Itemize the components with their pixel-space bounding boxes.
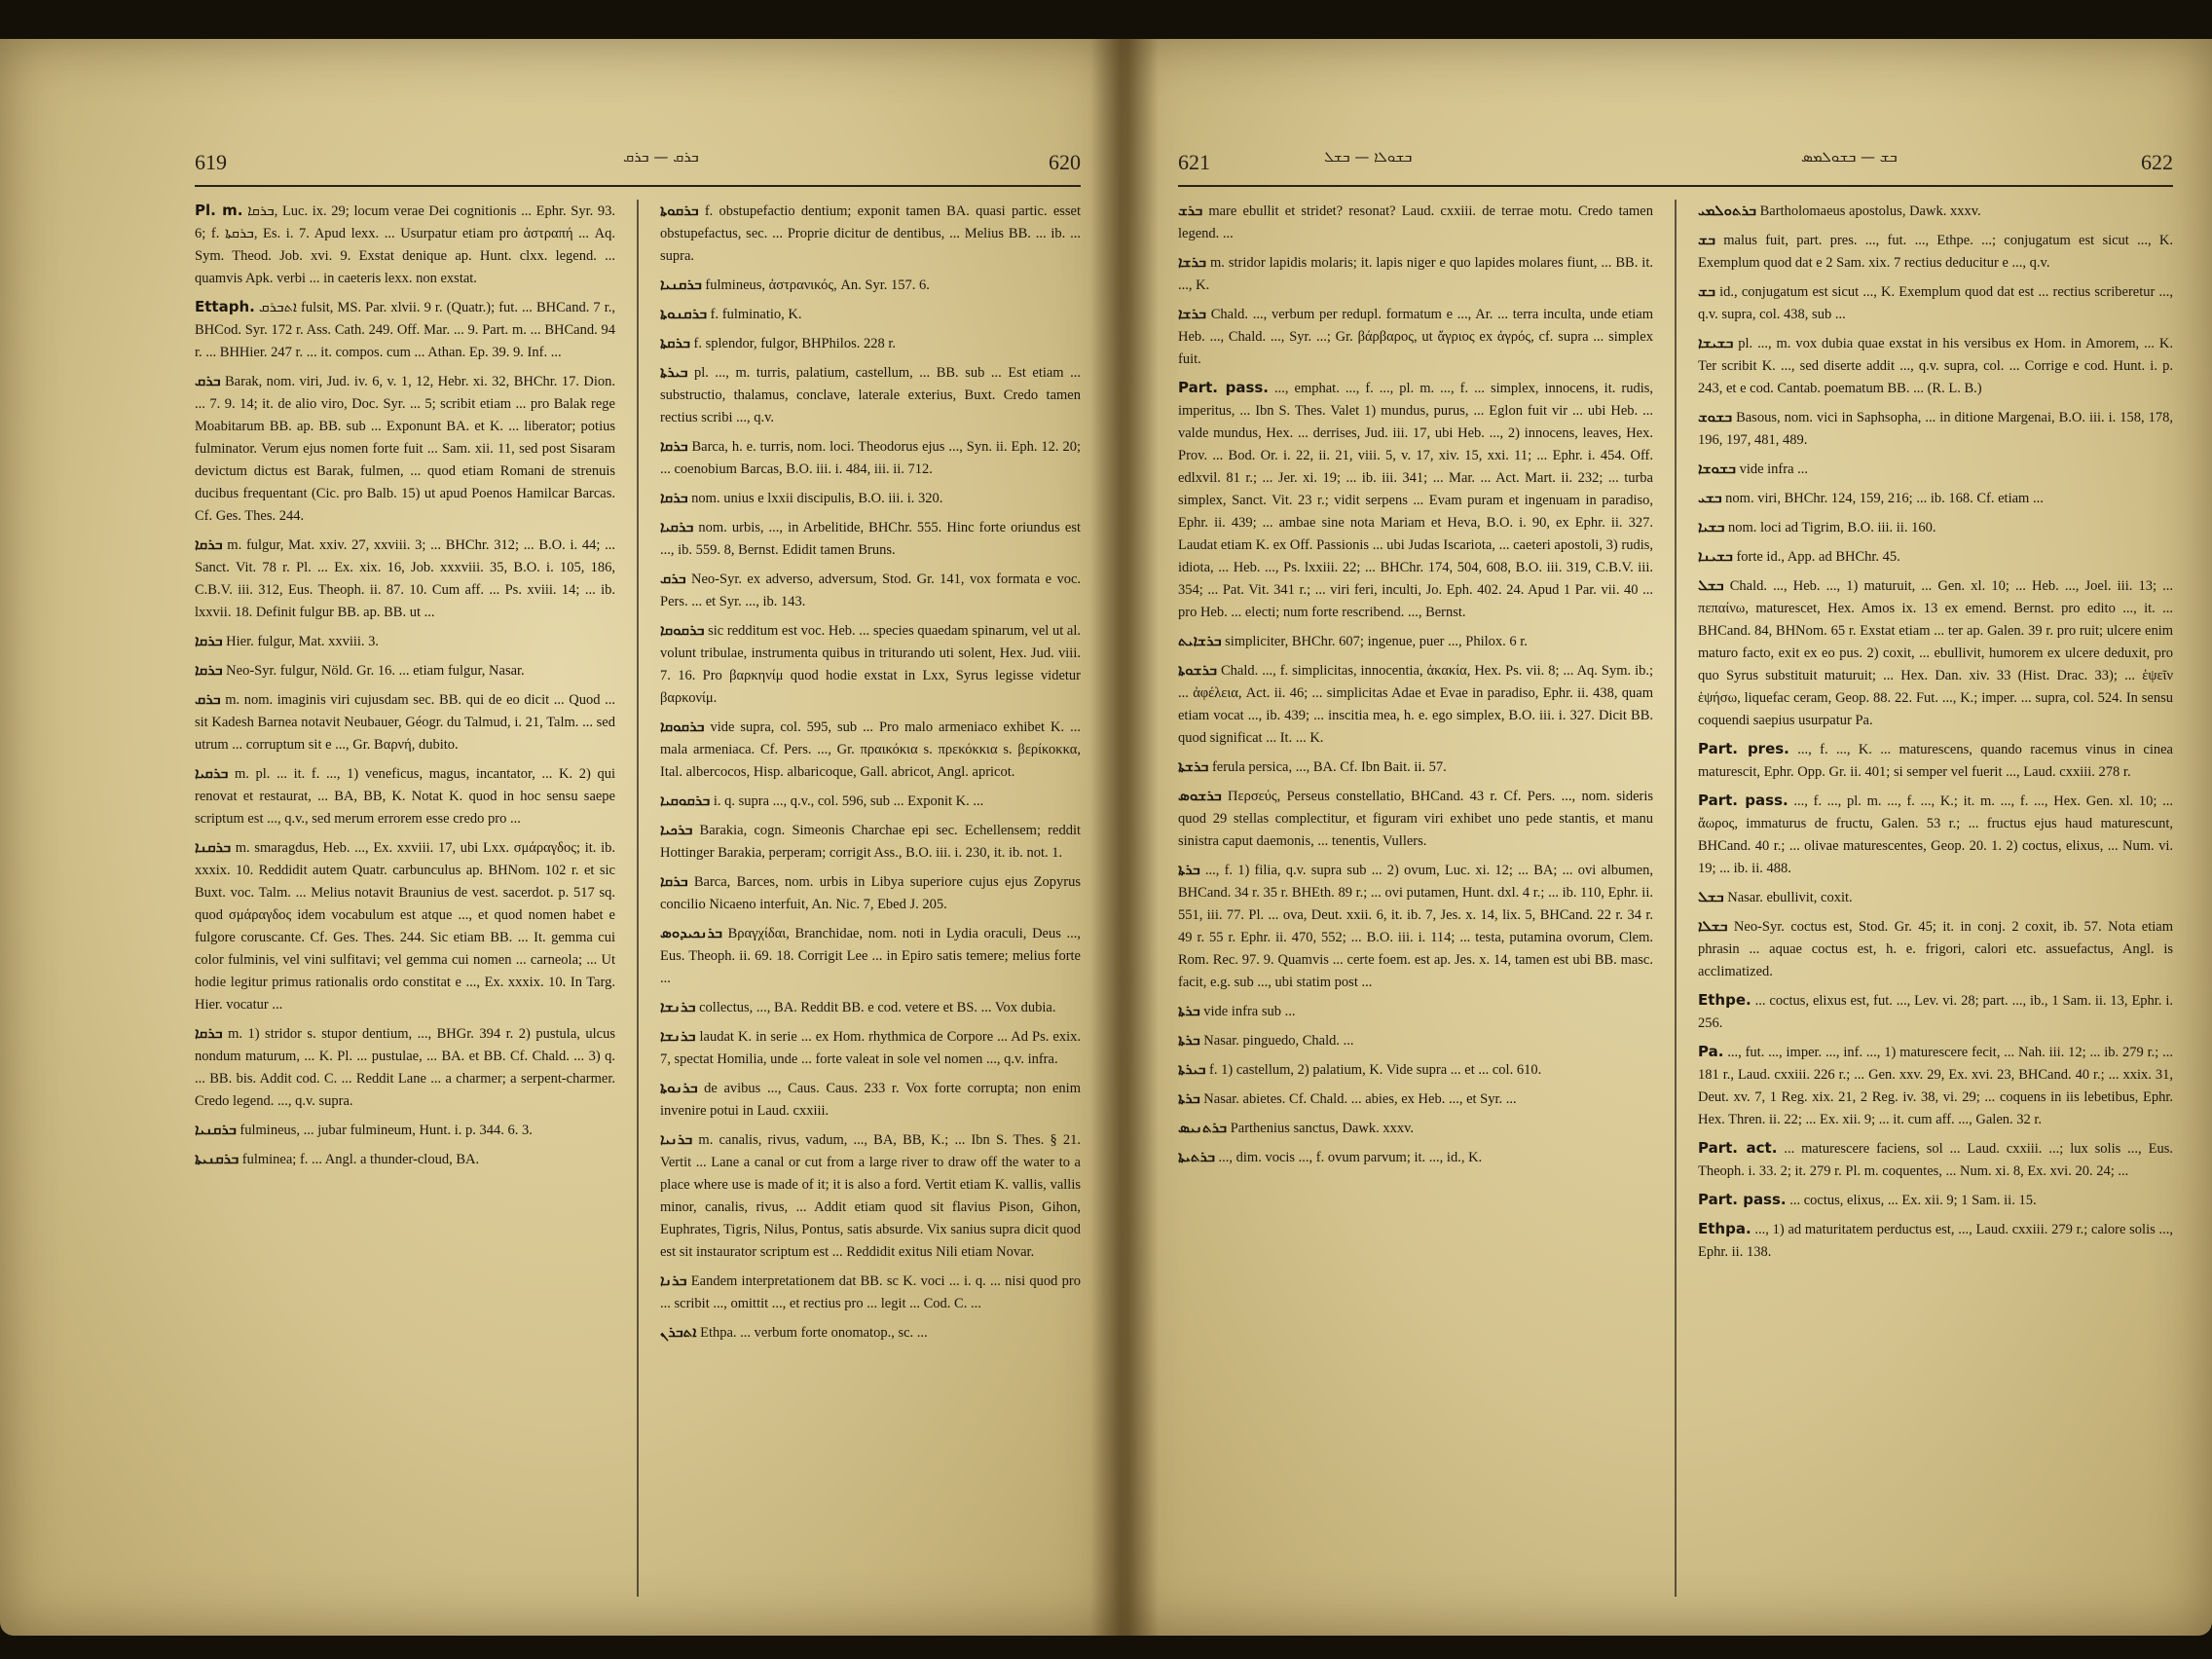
entry-text: de avibus ..., Caus. Caus. 233 r. Vox forte corrupta; non enim invenire potui in Laud. cxxiii. bbox=[660, 1081, 1081, 1119]
dictionary-entry bbox=[195, 1119, 615, 1142]
entry-lemma: ܒܪܩ bbox=[660, 570, 686, 587]
entry-text: vide supra, col. 595, sub ... Pro malo armeniaco exhibet K. ... mala armeniaca. Cf. Pers. ..., Gr. πραικόκια s. πρεκόκκια s. βερίκοκκα, Ital. albercocos, Hisp. albaricoque, Gall. abricot, Angl. apricot. bbox=[660, 719, 1081, 780]
dictionary-entry bbox=[660, 922, 1081, 990]
entry-text: f. obstupefactio dentium; exponit tamen BA. quasi partic. esset obstupefactus, sec. ... Proprie dicitur de dentibus, ... Melius BB. ... ib. ... supra. bbox=[660, 203, 1081, 264]
entry-lemma: ܒܪܩܢܐ bbox=[195, 838, 232, 856]
dictionary-entry bbox=[1698, 738, 2173, 784]
dictionary-entry bbox=[660, 996, 1081, 1019]
dictionary-entry bbox=[195, 836, 615, 1016]
entry-text: m. nom. imaginis viri cujusdam sec. BB. qui de eo dicit ... Quod ... sit Kadesh Barnea notavit Neubauer, Géogr. du Talmud, i. 21, Talm. ... sed utrum ... corruptum sit e ..., Gr. Βαρνή, dubito. bbox=[195, 692, 615, 753]
entry-text: Chald. ..., verbum per redupl. formatum e ..., Ar. ... terra inculta, unde etiam Heb. ..., Chald. ..., Syr. ...; Gr. βάρβαρος, ut ἄγριος ex ἀγρός, cf. supra ... simplex fuit. bbox=[1178, 307, 1653, 367]
entry-lemma: ܒܪܩܐ bbox=[660, 872, 688, 890]
entry-lemma: ܒܪܩ bbox=[195, 690, 221, 708]
entry-lemma: ܒܪܩܐ bbox=[195, 661, 223, 679]
dictionary-entry bbox=[1698, 200, 2173, 223]
left-page-column-1 bbox=[195, 200, 615, 1597]
entry-text: ..., f. 1) filia, q.v. supra sub ... 2) ovum, Luc. xi. 12; ... BA; ... ovi albumen, BHCand. 34 r. 35 r. BHEth. 89 r.; ... ovi putamen, Hunt. dxl. 4 r.; ... ib. 110, Ephr. ii. 551, iii. 77. Pl. ... ova, Deut. xxii. 6, it. ib. 7, Jes. x. 14, lix. 5, BHCand. 22 r. 34 r. 49 r. 55 r. Ephr. ii. 470, 552; ... B.O. iii. i. 114; ... testa, putamina ovorum, Clem. Rom. Rec. 97. 9. Quamvis ... certe foem. est ap. Jes. x. 14, tamen est ubi BB. masc. facit, e.g. sub ..., ubi statim post ... bbox=[1178, 863, 1653, 990]
entry-text: Nasar. ebullivit, coxit. bbox=[1727, 890, 1853, 905]
entry-lemma: Part. pass. bbox=[1698, 792, 1788, 809]
dictionary-entry bbox=[660, 361, 1081, 429]
dictionary-entry bbox=[660, 1077, 1081, 1123]
right-page-header-title: ܒܫܘܠܐ — ܒܫܠ bbox=[1324, 148, 1413, 166]
dictionary-entry bbox=[660, 487, 1081, 510]
entry-lemma: Part. pass. bbox=[1698, 1191, 1787, 1208]
entry-lemma: ܒܫ bbox=[1698, 282, 1715, 300]
left-page-columns bbox=[195, 200, 1081, 1597]
dictionary-entry bbox=[1698, 487, 2173, 510]
entry-lemma: ܒܪܟܝܐ bbox=[660, 821, 693, 838]
dictionary-entry bbox=[660, 1128, 1081, 1264]
right-page-header-title-right: ܒܫ — ܒܫܘܠܡܣ bbox=[1801, 148, 1898, 166]
entry-text: Chald. ..., f. simplicitas, innocentia, ἀκακία, Hex. Ps. vii. 8; ... Aq. Sym. ib.; ... ἀφέλεια, Act. ii. 46; ... simplicitas Adae et Evae in paradiso, Ephr. ii. 438, quam etiam vocat ..., ib. 439; ... inscitia mea, h. e. ego simplex, B.O. iii. i. 327. Dicit BB. quod significat ... It. ... K. bbox=[1178, 663, 1653, 746]
dictionary-entry bbox=[195, 762, 615, 830]
right-page-columns bbox=[1178, 200, 2173, 1597]
entry-text: id., conjugatum est sicut ..., K. Exemplum quod dat est ... rectius scriberetur ..., q.v. supra, col. 438, sub ... bbox=[1698, 284, 2173, 322]
dictionary-entry bbox=[1698, 574, 2173, 732]
entry-text: ferula persica, ..., BA. Cf. Ibn Bait. ii. 57. bbox=[1211, 759, 1447, 775]
entry-text: m. 1) stridor s. stupor dentium, ..., BHGr. 394 r. 2) pustula, ulcus nondum maturum, ... K. Pl. ... pustulae, ... BA. et BB. Cf. Chald. ... 3) q. ... BB. bis. Addit cod. C. ... Reddit Lane ... a charmer; a serpent-charmer. Credo legend. ..., q.v. supra. bbox=[195, 1026, 615, 1109]
entry-text: Barak, nom. viri, Jud. iv. 6, v. 1, 12, Hebr. xi. 32, BHChr. 17. Dion. ... 7. 9. 14; it. de alio viro, Doc. Syr. ... 5; scribit etiam ... pro Balak rege Moabitarum BB. ap. BB. sub ... Exponunt BA. et K. ... liberator; potius fulminator. Verum ejus nomen forte fuit ... Sam. xii. 11, sed post Sisaram devictum dictus est Barak, fulmen, ... quod etiam Romani de strenuis ducibus frequentant (Cic. pro Balb. 15) ut apud Poenos Hamilcar Barcas. Cf. Ges. Thes. 244. bbox=[195, 374, 615, 524]
dictionary-entry bbox=[195, 1148, 615, 1171]
entry-text: ... coctus, elixus est, fut. ..., Lev. vi. 28; part. ..., ib., 1 Sam. ii. 13, Ephr. i. 256. bbox=[1698, 993, 2173, 1031]
entry-text: fulmineus, ... jubar fulmineum, Hunt. i. p. 344. 6. 3. bbox=[240, 1123, 533, 1138]
entry-text: Eandem interpretationem dat BB. sc K. voci ... i. q. ... nisi quod pro ... scribit ..., omittit ..., et rectius pro ... legit ... Cod. C. ... bbox=[660, 1273, 1081, 1311]
left-page-number-619: 619 bbox=[195, 150, 227, 174]
entry-lemma: ܒܫܠܐ bbox=[1698, 917, 1728, 935]
entry-lemma: ܒܪܩܢܝܬܐ bbox=[195, 1150, 240, 1167]
entry-text: nom. viri, BHChr. 124, 159, 216; ... ib. 168. Cf. etiam ... bbox=[1725, 491, 2044, 506]
entry-lemma: ܒܪܬܘܠܡܝ bbox=[1698, 202, 1757, 219]
dictionary-entry bbox=[1178, 1029, 1653, 1052]
entry-lemma: ܒܪܢܘܬܐ bbox=[660, 1079, 698, 1096]
entry-lemma: ܒܪܢܝܐ bbox=[660, 1130, 693, 1148]
dictionary-entry bbox=[1178, 756, 1653, 779]
entry-lemma: ܒܫܠ bbox=[1698, 576, 1724, 594]
dictionary-entry bbox=[195, 1022, 615, 1113]
right-page bbox=[1120, 39, 2212, 1636]
entry-lemma: Pl. m. bbox=[195, 202, 243, 219]
entry-text: ..., fut. ..., imper. ..., inf. ..., 1) maturescere fecit, ... Nah. iii. 12; ... ib. 279 r.; ... 181 r., Laud. cxxiii. 226 r.; ... Gen. xxv. 29, Ex. xvi. 23, BHCand. 40 r.; ... xxix. 31, Deut. xv. 7, 1 Reg. xix. 21, 2 Reg. iv. 38, vi. 29; ... coquens in iis lebetibus, Ephr. Hex. Thren. ii. 22; ... Ex. xii. 9; ... it. cum aff. ..., Galen. 32 r. bbox=[1698, 1045, 2173, 1127]
dictionary-entry bbox=[1178, 630, 1653, 653]
entry-lemma: ܒܪܫܘܣ bbox=[1178, 787, 1222, 804]
entry-text: f. 1) castellum, 2) palatium, K. Vide supra ... et ... col. 610. bbox=[1209, 1062, 1542, 1078]
entry-lemma: Part. pass. bbox=[1178, 379, 1269, 396]
entry-lemma: ܒܝܪܬܐ bbox=[1178, 1060, 1206, 1078]
dictionary-entry bbox=[660, 716, 1081, 784]
entry-text: forte id., App. ad BHChr. 45. bbox=[1736, 549, 1900, 565]
entry-lemma: ܒܝܪܬܐ bbox=[660, 363, 688, 381]
entry-lemma: ܒܪܫܐܝܬ bbox=[1178, 632, 1222, 649]
dictionary-entry bbox=[195, 630, 615, 653]
dictionary-entry bbox=[660, 568, 1081, 613]
column-divider bbox=[1675, 200, 1677, 1597]
left-page-header bbox=[195, 146, 1081, 187]
entry-lemma: ܒܪܩܘܬܐ bbox=[660, 202, 699, 219]
entry-text: Βραγχίδαι, Branchidae, nom. noti in Lydia oraculi, Deus ..., Eus. Theoph. ii. 69. 18. Corrigit Lee ... in Epiro satis temere; melius forte ... bbox=[660, 926, 1081, 986]
entry-lemma: ܒܫܝܢܐ bbox=[1698, 547, 1733, 565]
entry-text: sic redditum est voc. Heb. ... species quaedam spinarum, vel ut al. volunt tribulae, instrumenta quibus in triturando uti solent, Hex. Jud. viii. 7. 16. Pro βαρκηνίμ quod hodie exstat in Lxx, Syrus legisse videtur βαρκονίμ. bbox=[660, 623, 1081, 706]
entry-text: Basous, nom. vici in Saphsopha, ... in ditione Margenai, B.O. iii. i. 158, 178, 196, 197, 481, 489. bbox=[1698, 410, 2173, 448]
dictionary-entry bbox=[1178, 1146, 1653, 1169]
dictionary-entry bbox=[195, 200, 615, 290]
entry-text: ..., f. ..., pl. m. ..., f. ..., K.; it. m. ..., f. ..., Hex. Gen. xl. 10; ... ἄωρος, immaturus de fructu, Galen. 53 r.; ... fructus ejus haud maturescunt, BHCand. 40 r.; ... olivae maturescentes, Geop. 20. 1. 2) coctus, elixus, ... Num. vi. 19; ... ib. ii. 488. bbox=[1698, 793, 2173, 876]
entry-text: i. q. supra ..., q.v., col. 596, sub ... Exponit K. ... bbox=[713, 793, 984, 809]
dictionary-entry bbox=[1698, 1189, 2173, 1212]
entry-lemma: ܒܪܢܐ bbox=[660, 1272, 687, 1289]
entry-text: Barca, h. e. turris, nom. loci. Theodorus ejus ..., Syn. ii. Eph. 12. 20; ... coenobium Barcas, B.O. iii. i. 484, iii. ii. 712. bbox=[660, 439, 1081, 477]
entry-text: nom. urbis, ..., in Arbelitide, BHChr. 555. Hinc forte oriundus est ..., ib. 559. 8, Bernst. Edidit tamen Bruns. bbox=[660, 520, 1081, 558]
entry-lemma: ܐܬܒܪܢ bbox=[660, 1323, 697, 1341]
entry-lemma: ܒܪܩܢܝܐ bbox=[195, 1121, 237, 1138]
entry-text: f. splendor, fulgor, BHPhilos. 228 r. bbox=[693, 336, 897, 351]
entry-text: nom. unius e lxxii discipulis, B.O. iii. i. 320. bbox=[691, 491, 943, 506]
entry-text: pl. ..., m. vox dubia quae exstat in his versibus ex Hom. in Amorem, ... K. Ter scribit K. ..., sed diserte addit ..., q.v. supra, col. ... Corrige e cod. Hunt. i. p. 243, et e cod. Cantab. poematum BB. ... (R. L. B.) bbox=[1698, 336, 2173, 396]
entry-lemma: ܒܪܩܘܩܐ bbox=[660, 718, 705, 735]
entry-text: Barakia, cogn. Simeonis Charchae epi sec. Echellensem; reddit Hottinger Barakia, perperam; corrigit Ass., B.O. iii. i. 230, it. ib. not. 1. bbox=[660, 823, 1081, 861]
dictionary-entry bbox=[660, 274, 1081, 297]
entry-text: Nasar. pinguedo, Chald. ... bbox=[1203, 1033, 1354, 1049]
right-page-header bbox=[1178, 146, 2173, 187]
right-page-column-2 bbox=[1698, 200, 2173, 1597]
entry-lemma: Part. pres. bbox=[1698, 740, 1789, 757]
entry-text: Περσεύς, Perseus constellatio, BHCand. 43 r. Cf. Pers. ..., nom. sideris quod 29 stellas complectitur, et figuram viri exhibet uno pede stantis, et manu sinistra caput daemonis, ... tenentis, Vullers. bbox=[1178, 789, 1653, 849]
dictionary-entry bbox=[660, 303, 1081, 326]
entry-text: m. canalis, rivus, vadum, ..., BA, BB, K.; ... Ibn S. Thes. § 21. Vertit ... Lane a canal or cut from a large river to draw off the water to a place where use is made of it; it is also a ford. Vertit etiam K. vallis, vallis minor, canalis, rivus, ... Addit etiam quod sit flavius Pison, Gihon, Euphrates, Tigris, Nilus, Pontus, satis absurde. Vix sanius supra dicit quod est sit instaurator scriptum est ... Reddidit exitus Nili etiam Novar. bbox=[660, 1132, 1081, 1260]
dictionary-entry bbox=[660, 516, 1081, 562]
dictionary-entry bbox=[195, 659, 615, 682]
entry-lemma: ܒܪܫܐ bbox=[1178, 305, 1206, 322]
entry-lemma: ܒܫܠ bbox=[1698, 888, 1724, 905]
entry-lemma: ܒܪܩܐ bbox=[660, 437, 688, 455]
entry-lemma: ܒܪܫܘܬܐ bbox=[1178, 661, 1218, 679]
dictionary-entry bbox=[660, 870, 1081, 916]
entry-text: simpliciter, BHChr. 607; ingenue, puer ..., Philox. 6 r. bbox=[1225, 634, 1528, 649]
dictionary-entry bbox=[660, 435, 1081, 481]
entry-text: Barca, Barces, nom. urbis in Libya superiore cujus ejus Zopyrus concilio Nicaeno interfuit, An. Nic. 7, Ebed J. 205. bbox=[660, 874, 1081, 912]
entry-lemma: ܒܫܝ bbox=[1698, 489, 1722, 506]
right-page-column-1 bbox=[1178, 200, 1653, 1597]
entry-text: Chald. ..., Heb. ..., 1) maturuit, ... Gen. xl. 10; ... Heb. ..., Joel. iii. 13; ... πεπαίνω, maturescet, Hex. Amos ix. 13 ex emend. Bernst. pro edito ..., it. ... BHCand. 84, BHNom. 65 r. Exstat etiam ... ter ap. Galen. 39 r. pro ruit; ulcere enim maturo facto, exit ex eo pus. 2) coxit, ... ebullivit, humorem ex ulcere deduxit, pro quo Syrus substituit maturuit; ... Hex. Dan. xiv. 33 (Hist. Drac. 33); ... ἑψεῖν ἑψήσω, liquefac ceram, Geop. 88. 22. Fut. ..., K.; imper. ... supra, col. 524. In sensu coquendi saepius usurpatur Pa. bbox=[1698, 578, 2173, 728]
dictionary-entry bbox=[195, 688, 615, 756]
entry-lemma: ܒܪܬܐ bbox=[1178, 1089, 1200, 1107]
dictionary-entry bbox=[1178, 377, 1653, 624]
right-page-number-622: 622 bbox=[2141, 150, 2173, 174]
entry-lemma: ܒܪܢܫܐ bbox=[660, 998, 696, 1015]
entry-lemma: Ethpa. bbox=[1698, 1220, 1751, 1237]
dictionary-entry bbox=[660, 1321, 1081, 1345]
dictionary-entry bbox=[195, 296, 615, 364]
entry-lemma: ܒܪܩܢܘܬܐ bbox=[660, 305, 708, 322]
entry-text: Hier. fulgur, Mat. xxviii. 3. bbox=[226, 634, 380, 649]
entry-text: malus fuit, part. pres. ..., fut. ..., Ethpe. ...; conjugatum est sicut ..., K. Exemplum quod dat e 2 Sam. xix. 7 rectius deducitur e ..., q.v. bbox=[1698, 233, 2173, 271]
dictionary-entry bbox=[1698, 229, 2173, 275]
entry-lemma: ܒܪܫܐ bbox=[1178, 253, 1206, 271]
dictionary-entry bbox=[1178, 1000, 1653, 1023]
dictionary-entry bbox=[1698, 516, 2173, 539]
entry-text: fulmineus, ἀστρανικός, An. Syr. 157. 6. bbox=[705, 277, 930, 293]
entry-lemma: ܒܪܬܐ bbox=[1178, 1031, 1200, 1049]
entry-text: ܒܪܩܐ, Luc. ix. 29; locum verae Dei cognitionis ... Ephr. Syr. 93. 6; f. ܒܪܩܬܐ, Es. i. 7. Apud lexx. ... Usurpatur etiam pro ἀστραπή ... Aq. Sym. Theod. Job. xvi. 9. Exstat denique ap. Hunt. clxx. legend. ... quamvis Apk. verbi ... in caeteris lexx. non exstat. bbox=[195, 203, 615, 286]
dictionary-entry bbox=[1698, 1218, 2173, 1264]
entry-text: ..., 1) ad maturitatem perductus est, ..., Laud. cxxiii. 279 r.; calore solis ..., Ephr. ii. 138. bbox=[1698, 1222, 2173, 1260]
entry-lemma: ܒܪܬܢܝܣ bbox=[1178, 1119, 1228, 1136]
dictionary-entry bbox=[660, 1270, 1081, 1315]
entry-text: m. stridor lapidis molaris; it. lapis niger e quo lapides molares fiunt, ... BB. it. ..., K. bbox=[1178, 255, 1653, 293]
dictionary-entry bbox=[1178, 1088, 1653, 1111]
left-page-column-2 bbox=[660, 200, 1081, 1597]
entry-lemma: Part. act. bbox=[1698, 1139, 1778, 1157]
entry-text: ..., f. ..., K. ... maturescens, quando racemus vinus in cinea maturescit, Ephr. Opp. Gr. ii. 401; si semper vel fuerit ..., Laud. cxxiii. 278 r. bbox=[1698, 742, 2173, 780]
entry-text: ... coctus, elixus, ... Ex. xii. 9; 1 Sam. ii. 15. bbox=[1789, 1193, 2037, 1208]
dictionary-entry bbox=[660, 200, 1081, 268]
entry-lemma: ܒܪܩܐ bbox=[660, 489, 688, 506]
entry-lemma: ܒܫ bbox=[1698, 231, 1715, 248]
dictionary-entry bbox=[1698, 989, 2173, 1035]
dictionary-entry bbox=[1178, 1117, 1653, 1140]
entry-lemma: ܒܫܝܫܐ bbox=[1698, 334, 1734, 351]
dictionary-entry bbox=[1178, 859, 1653, 994]
entry-lemma: ܒܪܢܟܝܕܘܣ bbox=[660, 924, 722, 941]
dictionary-entry bbox=[1698, 332, 2173, 400]
entry-lemma: ܒܪܫܬܐ bbox=[1178, 757, 1209, 775]
entry-lemma: ܒܪܩܘܩܝܐ bbox=[660, 792, 711, 809]
entry-lemma: ܒܫܝܐ bbox=[1698, 518, 1725, 535]
entry-text: mare ebullit et stridet? resonat? Laud. cxxiii. de terrae motu. Credo tamen legend. ... bbox=[1178, 203, 1653, 241]
entry-text: f. fulminatio, K. bbox=[710, 307, 802, 322]
dictionary-entry bbox=[1698, 545, 2173, 569]
dictionary-entry bbox=[195, 370, 615, 528]
entry-text: laudat K. in serie ... ex Hom. rhythmica de Corpore ... Ad Ps. exix. 7, spectat Homilia, unde ... forte valeat in sole vel nomen ..., q.v. infra. bbox=[660, 1029, 1081, 1067]
entry-text: pl. ..., m. turris, palatium, castellum, ... BB. sub ... Est etiam ... substructio, thalamus, conclave, laterale exterius, Buxt. Credo tamen rectius scribi ..., q.v. bbox=[660, 365, 1081, 425]
dictionary-entry bbox=[660, 619, 1081, 710]
entry-text: ܐܬܒܪܩ fulsit, MS. Par. xlvii. 9 r. (Quatr.); fut. ... BHCand. 7 r., BHCod. Syr. 172 r. Ass. Cath. 249. Off. Mar. ... 9. Part. m. ... BHCand. 94 r. ... BHHier. 247 r. ... it. compos. cum ... Athan. Ep. 39. 9. Inf. ... bbox=[195, 300, 615, 360]
entry-lemma: ܒܪܩܢܝܐ bbox=[660, 276, 702, 293]
entry-lemma: ܒܪܩ bbox=[195, 372, 221, 389]
entry-text: ..., emphat. ..., f. ..., pl. m. ..., f. ... simplex, innocens, it. rudis, imperitus, ... Ibn S. Thes. Valet 1) mundus, purus, ... Eglon fuit vir ... ubi Heb. ... valde mundus, Hex. ... derrises, Jud. iii. 17, ubi Heb. ..., 2) innocens, leaves, Hex. Prov. ... Bod. Or. i. 22, ii. 21, viii. 5, v. 17, xiv. 15, xxi. 11; ... Ephr. i. 454. Off. edlxvil. 81 r.; ... Jer. xi. 19; ... ib. iii. 341; ... Mar. ... Act. Mart. ii. 232; ... turba simplex, Sanct. Vit. 23 r.; vidit serpens ... Evam puram et ingenuam in paradiso, Ephr. ii. 439; ... ambae sine nota Mariam et Heva, B.O. i. 90, ex Ephr. ii. 327. Laudat etiam K. ex Off. Passionis ... ubi Judas Iscariota, ... caeteri apostoli, 3) rudis, idiota, ... Heb. ..., Ps. lxxiii. 22; ... BHChr. 174, 504, 608, B.O. iii. 319, C.B.V. iii. 354; ... Pat. Vit. 341 r.; ... viri feri, inculti, Jo. Eph. 402. 24. Apud 1 Par. vii. 40 ... pro Heb. ... electi; num forte rescribend. ..., Bernst. bbox=[1178, 381, 1653, 620]
entry-lemma: ܒܪܩܐ bbox=[195, 1024, 223, 1042]
entry-text: ..., dim. vocis ..., f. ovum parvum; it. ..., id., K. bbox=[1218, 1150, 1483, 1165]
entry-text: nom. loci ad Tigrim, B.O. iii. ii. 160. bbox=[1727, 520, 1936, 535]
dictionary-entry bbox=[1698, 458, 2173, 481]
entry-text: Neo-Syr. coctus est, Stod. Gr. 45; it. in conj. 2 coxit, ib. 57. Nota etiam phrasin ... aquae coctus est, h. e. frigori, calori etc. assuefactus, Angl. is acclimatized. bbox=[1698, 919, 2173, 979]
entry-text: vide infra sub ... bbox=[1203, 1004, 1296, 1019]
dictionary-entry bbox=[1698, 1041, 2173, 1131]
entry-text: fulminea; f. ... Angl. a thunder-cloud, BA. bbox=[241, 1152, 480, 1167]
dictionary-entry bbox=[1178, 1058, 1653, 1082]
entry-text: m. pl. ... it. f. ..., 1) veneficus, magus, incantator, ... K. 2) qui renovat et restaurat, ... BA, BB, K. Notat K. quod in hoc sensu saepe scriptum est ..., q.v., sed merum errorem esse credo pro ... bbox=[195, 766, 615, 827]
dictionary-entry bbox=[660, 1025, 1081, 1071]
entry-lemma: ܒܪܬܐ bbox=[1178, 1002, 1200, 1019]
entry-lemma: ܒܪܢܫܐ bbox=[660, 1027, 696, 1045]
entry-text: Neo-Syr. fulgur, Nöld. Gr. 16. ... etiam fulgur, Nasar. bbox=[226, 663, 525, 679]
entry-lemma: ܒܫܘܫ bbox=[1698, 408, 1733, 425]
entry-text: m. smaragdus, Heb. ..., Ex. xxviii. 17, ubi Lxx. σμάραγδος; it. ib. xxxix. 10. Reddidit autem Quatr. carbunculus ap. BHNom. 102 r. et sic Buxt. voc. Talm. ... Melius notavit Braunius de vest. sacerdot. p. 517 sq. quod σμάραγδος idem vocabulum est atque ..., et quod nomen habet e fulgore coruscante. Cf. Ges. Thes. 244. Sic etiam BB. ... It. gemma cui color fulminis, vel vini sulfitavi; vel gemma cui nomen ... carneola; ... Ut hodie legitur primus rationalis ordo constitat e ..., Ex. xxxix. 10. In Targ. Hier. vocatur ... bbox=[195, 840, 615, 1013]
dictionary-entry bbox=[1178, 303, 1653, 371]
dictionary-entry bbox=[1698, 790, 2173, 880]
entry-lemma: Pa. bbox=[1698, 1043, 1724, 1060]
entry-text: Nasar. abietes. Cf. Chald. ... abies, ex Heb. ..., et Syr. ... bbox=[1203, 1091, 1517, 1107]
entry-lemma: ܒܪܩܘܩܐ bbox=[660, 621, 705, 639]
entry-text: Parthenius sanctus, Dawk. xxxv. bbox=[1230, 1121, 1415, 1136]
entry-text: Bartholomaeus apostolus, Dawk. xxxv. bbox=[1759, 203, 1981, 219]
dictionary-entry bbox=[660, 332, 1081, 355]
entry-lemma: ܒܪܩܝܐ bbox=[195, 764, 229, 782]
dictionary-entry bbox=[1698, 886, 2173, 909]
dictionary-entry bbox=[660, 790, 1081, 813]
entry-lemma: ܒܪܩܝܐ bbox=[660, 518, 694, 535]
column-divider bbox=[637, 200, 639, 1597]
left-page bbox=[0, 39, 1120, 1636]
entry-text: Ethpa. ... verbum forte onomatop., sc. ... bbox=[700, 1325, 928, 1341]
entry-lemma: Ettaph. bbox=[195, 298, 255, 315]
entry-lemma: ܒܫܘܫܐ bbox=[1698, 460, 1736, 477]
entry-lemma: ܒܪܩܐ bbox=[195, 632, 223, 649]
dictionary-entry bbox=[1178, 785, 1653, 853]
entry-lemma: ܒܪܩܬܐ bbox=[660, 334, 690, 351]
entry-lemma: ܒܪܬܝܬܐ bbox=[1178, 1148, 1215, 1165]
left-page-header-title: ܒܪܩ — ܒܪܩ bbox=[623, 148, 699, 166]
entry-lemma: Ethpe. bbox=[1698, 991, 1751, 1009]
dictionary-entry bbox=[1698, 1137, 2173, 1183]
entry-lemma: ܒܪܩܐ bbox=[195, 535, 223, 553]
dictionary-entry bbox=[195, 534, 615, 624]
entry-text: vide infra ... bbox=[1739, 461, 1809, 477]
entry-text: m. fulgur, Mat. xxiv. 27, xxviii. 3; ... BHChr. 312; ... B.O. i. 44; ... Sanct. Vit. 78 r. Pl. ... Ex. xix. 16, Job. xxxviii. 35, B.O. i. 105, 186, C.B.V. iii. 312, Eus. Theoph. ii. 87. 10. Cum aff. ... Ps. xviii. 14; ... ib. lxxvii. 18. Definit fulgur BB. ap. BB. ut ... bbox=[195, 537, 615, 620]
entry-lemma: ܒܪܫ bbox=[1178, 202, 1203, 219]
dictionary-entry bbox=[1178, 251, 1653, 297]
entry-lemma: ܒܪܬܐ bbox=[1178, 861, 1200, 878]
dictionary-entry bbox=[1698, 280, 2173, 326]
entry-text: Neo-Syr. ex adverso, adversum, Stod. Gr. 141, vox formata e voc. Pers. ... et Syr. ..., ib. 143. bbox=[660, 571, 1081, 609]
dictionary-entry bbox=[660, 819, 1081, 865]
dictionary-entry bbox=[1178, 659, 1653, 750]
dictionary-entry bbox=[1178, 200, 1653, 245]
right-page-number-621: 621 bbox=[1178, 150, 1210, 174]
dictionary-entry bbox=[1698, 915, 2173, 983]
left-page-number-620: 620 bbox=[1049, 150, 1081, 174]
dictionary-entry bbox=[1698, 406, 2173, 452]
entry-text: collectus, ..., BA. Reddit BB. e cod. vetere et BS. ... Vox dubia. bbox=[699, 1000, 1056, 1015]
entry-text: ... maturescere faciens, sol ... Laud. cxxiii. ...; lux solis ..., Eus. Theoph. i. 33. 2; it. 279 r. Pl. m. coquentes, ... Num. xi. 8, Ex. xvi. 20. 24; ... bbox=[1698, 1141, 2173, 1179]
